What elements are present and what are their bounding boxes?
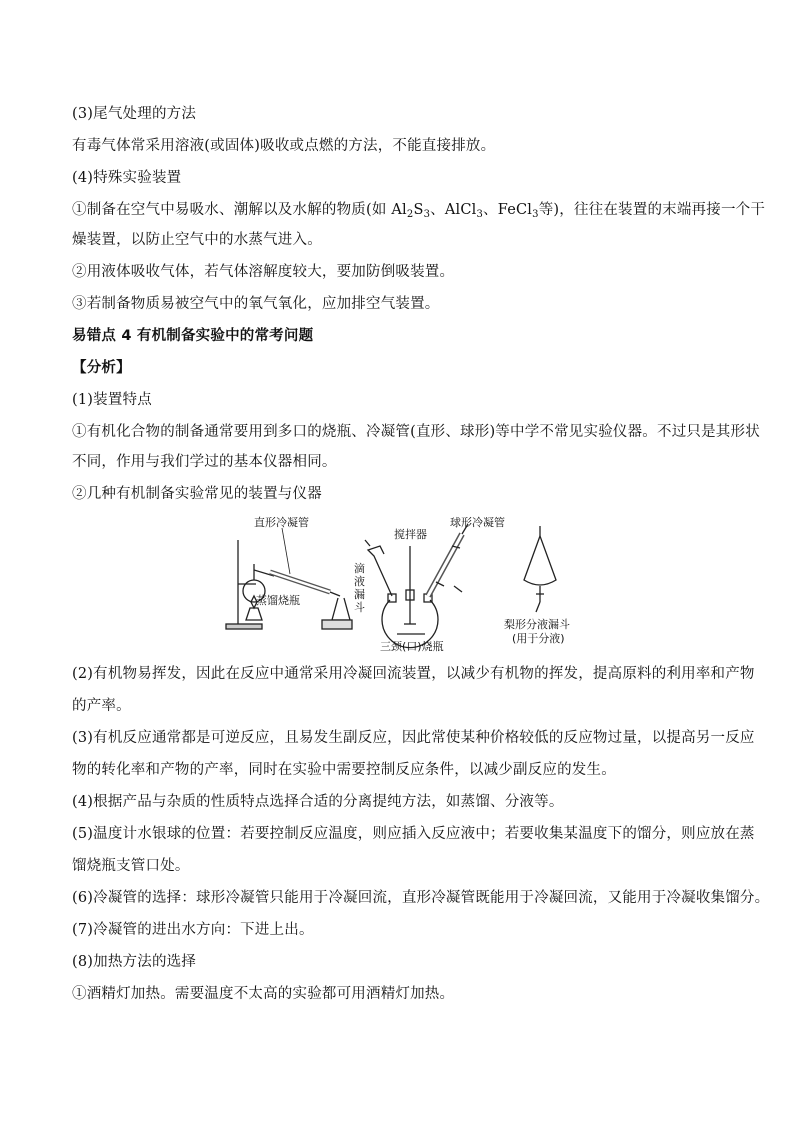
analysis-tag: 【分析】 <box>72 360 131 376</box>
point-1-sub-2: ②几种有机制备实验常见的装置与仪器 <box>72 486 322 502</box>
point-2-text: (2)有机物易挥发，因此在反应中通常采用冷凝回流装置，以减少有机物的挥发，提高原料的利用率和产物 <box>72 666 755 682</box>
svg-text:液: 液 <box>354 575 365 588</box>
label-separatory-funnel: 梨形分液漏斗 <box>504 618 570 631</box>
svg-text:滴: 滴 <box>354 562 365 575</box>
three-neck-setup <box>365 524 468 648</box>
apparatus-figure <box>222 516 582 656</box>
label-dropping-funnel <box>354 562 365 614</box>
point-4-text: (4)根据产品与杂质的性质特点选择合适的分离提纯方法，如蒸馏、分液等。 <box>72 794 564 810</box>
section-4-title: (4)特殊实验装置 <box>72 170 182 186</box>
label-distilling-flask: 蒸馏烧瓶 <box>256 594 300 607</box>
point-6-text: (6)冷凝管的选择：球形冷凝管只能用于冷凝回流，直形冷凝管既能用于冷凝回流，又能用于冷凝收集馏分。 <box>72 890 770 906</box>
separatory-funnel <box>524 526 556 612</box>
label-stirrer: 搅拌器 <box>394 528 427 541</box>
point-8-title: (8)加热方法的选择 <box>72 954 197 970</box>
label-straight-condenser: 直形冷凝管 <box>254 516 309 529</box>
error-point-4-heading: 易错点 4 有机制备实验中的常考问题 <box>72 328 314 344</box>
svg-text:漏: 漏 <box>354 588 365 601</box>
point-1-text-cont: 不同，作用与我们学过的基本仪器相同。 <box>72 454 337 470</box>
point-1-title: (1)装置特点 <box>72 392 152 408</box>
section-4-item-3: ③若制备物质易被空气中的氧气氧化，应加排空气装置。 <box>72 296 440 312</box>
point-7-text: (7)冷凝管的进出水方向：下进上出。 <box>72 922 314 938</box>
svg-text:斗: 斗 <box>354 601 365 614</box>
label-separatory-use: (用于分液) <box>512 632 565 645</box>
point-8-item-1: ①酒精灯加热。需要温度不太高的实验都可用酒精灯加热。 <box>72 986 455 1002</box>
point-3-text: (3)有机反应通常都是可逆反应，且易发生副反应，因此常使某种价格较低的反应物过量，以提高另一反应 <box>72 730 755 746</box>
point-5-text: (5)温度计水银球的位置：若要控制反应温度，则应插入反应液中；若要收集某温度下的馏分，则应放在蒸 <box>72 826 755 842</box>
point-1-text: ①有机化合物的制备通常要用到多口的烧瓶、冷凝管(直形、球形)等中学不常见实验仪器。不过只是其形状 <box>72 424 760 440</box>
label-three-neck-flask: 三颈(口)烧瓶 <box>380 640 444 653</box>
section-3-title: (3)尾气处理的方法 <box>72 106 197 122</box>
label-bulb-condenser: 球形冷凝管 <box>450 516 505 529</box>
section-4-item-2: ②用液体吸收气体，若气体溶解度较大，要加防倒吸装置。 <box>72 264 455 280</box>
section-4-item-1: ①制备在空气中易吸水、潮解以及水解的物质(如 $Al_2S_3$、AlCl$_3$、FeCl$_3$等)，往往在装置的末端再接一个干 <box>72 202 766 220</box>
section-4-item-1-cont: 燥装置，以防止空气中的水蒸气进入。 <box>72 232 322 248</box>
point-5-text-cont: 馏烧瓶支管口处。 <box>72 858 190 874</box>
distillation-setup <box>226 540 352 629</box>
point-2-text-cont: 的产率。 <box>72 698 131 714</box>
point-3-text-cont: 物的转化率和产物的产率，同时在实验中需要控制反应条件，以减少副反应的发生。 <box>72 762 616 778</box>
section-3-text: 有毒气体常采用溶液(或固体)吸收或点燃的方法，不能直接排放。 <box>72 138 496 154</box>
